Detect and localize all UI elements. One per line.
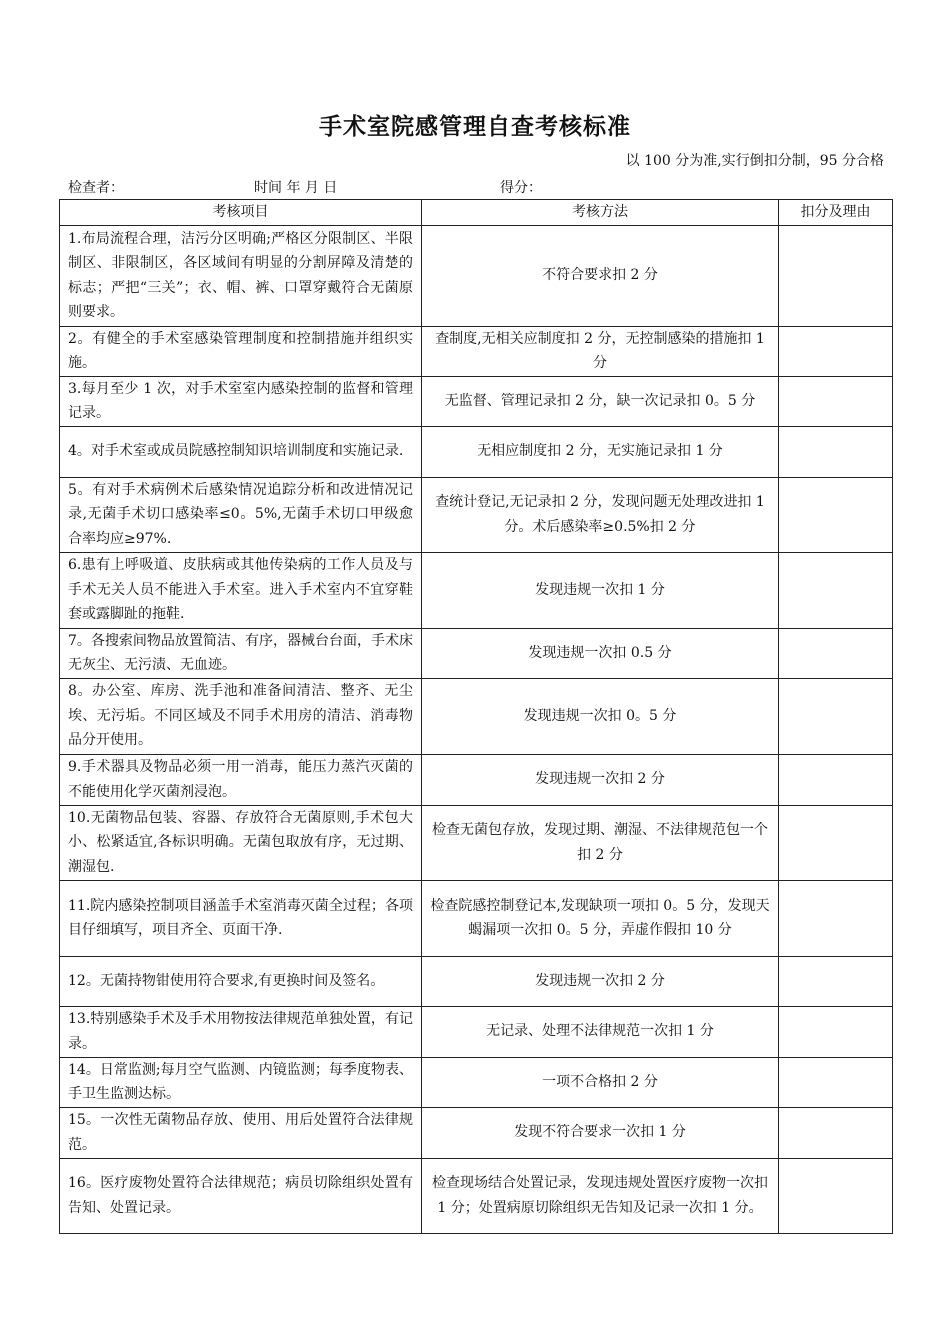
assessment-table	[59, 199, 893, 1234]
item-cell: 11.院内感染控制项目涵盖手术室消毒灭菌全过程；各项目仔细填写，项目齐全、页面干净.	[60, 880, 422, 956]
item-cell: 2。有健全的手术室感染管理制度和控制措施并组织实施。	[60, 326, 422, 376]
score-label: 得分：	[500, 180, 542, 196]
method-cell: 查统计登记,无记录扣 2 分，发现问题无处理改进扣 1 分。术后感染率≥0.5%扣 2 分	[422, 477, 779, 552]
table-row	[60, 628, 893, 678]
method-cell: 发现不符合要求一次扣 1 分	[422, 1107, 779, 1158]
method-cell: 一项不合格扣 2 分	[422, 1057, 779, 1107]
deduction-cell[interactable]	[779, 1006, 893, 1057]
method-cell: 发现违规一次扣 0.5 分	[422, 628, 779, 678]
table-row	[60, 805, 893, 880]
item-cell: 4。对手术室或成员院感控制知识培训制度和实施记录.	[60, 426, 422, 477]
item-cell: 5。有对手术病例术后感染情况追踪分析和改进情况记录,无菌手术切口感染率≤0。5%,无菌手术切口甲级愈合率均应≥97%.	[60, 477, 422, 552]
method-cell: 发现违规一次扣 1 分	[422, 552, 779, 628]
item-cell: 14。日常监测;每月空气监测、内镜监测；每季度物表、手卫生监测达标。	[60, 1057, 422, 1107]
table-header-row	[60, 200, 893, 226]
table-row	[60, 552, 893, 628]
item-cell: 8。办公室、库房、洗手池和准备间清洁、整齐、无尘埃、无污垢。不同区域及不同手术用房的清洁、消毒物品分开使用。	[60, 678, 422, 754]
table-row	[60, 678, 893, 754]
table-row	[60, 426, 893, 477]
item-cell: 16。医疗废物处置符合法律规范；病员切除组织处置有告知、处置记录。	[60, 1158, 422, 1233]
scoring-note: 以 100 分为准,实行倒扣分制，95 分合格	[625, 153, 884, 169]
inspector-label: 检查者：	[68, 180, 124, 196]
method-cell: 无相应制度扣 2 分，无实施记录扣 1 分	[422, 426, 779, 477]
deduction-cell[interactable]	[779, 426, 893, 477]
deduction-cell[interactable]	[779, 477, 893, 552]
deduction-cell[interactable]	[779, 1107, 893, 1158]
deduction-cell[interactable]	[779, 326, 893, 376]
header-deduction: 扣分及理由	[779, 200, 893, 226]
table-row	[60, 225, 893, 326]
item-cell: 1.布局流程合理，洁污分区明确;严格区分限制区、半限制区、非限制区，各区域间有明显的分割屏障及清楚的标志；严把“三关”；衣、帽、裤、口罩穿戴符合无菌原则要求。	[60, 225, 422, 326]
header-method: 考核方法	[422, 200, 779, 226]
deduction-cell[interactable]	[779, 754, 893, 805]
header-item: 考核项目	[60, 200, 422, 226]
method-cell: 发现违规一次扣 2 分	[422, 956, 779, 1006]
item-cell: 3.每月至少 1 次，对手术室室内感染控制的监督和管理记录。	[60, 376, 422, 426]
item-cell: 9.手术器具及物品必须一用一消毒，能压力蒸汽灭菌的不能使用化学灭菌剂浸泡。	[60, 754, 422, 805]
inspection-meta	[68, 177, 888, 197]
deduction-cell[interactable]	[779, 805, 893, 880]
table-row	[60, 880, 893, 956]
method-cell: 发现违规一次扣 2 分	[422, 754, 779, 805]
deduction-cell[interactable]	[779, 225, 893, 326]
table-row	[60, 376, 893, 426]
method-cell: 不符合要求扣 2 分	[422, 225, 779, 326]
item-cell: 13.特别感染手术及手术用物按法律规范单独处置，有记录。	[60, 1006, 422, 1057]
item-cell: 12。无菌持物钳使用符合要求,有更换时间及签名。	[60, 956, 422, 1006]
item-cell: 10.无菌物品包装、容器、存放符合无菌原则,手术包大小、松紧适宜,各标识明确。无菌包取放有序，无过期、潮湿包.	[60, 805, 422, 880]
item-cell: 15。一次性无菌物品存放、使用、用后处置符合法律规范。	[60, 1107, 422, 1158]
time-label: 时间 年 月 日	[254, 180, 338, 196]
table-row	[60, 1006, 893, 1057]
item-cell: 7。各搜索间物品放置简洁、有序，器械台台面，手术床无灰尘、无污渍、无血迹。	[60, 628, 422, 678]
deduction-cell[interactable]	[779, 376, 893, 426]
table-row	[60, 1158, 893, 1233]
method-cell: 检查现场结合处置记录，发现违规处置医疗废物一次扣 1 分；处置病原切除组织无告知及记录一次扣 1 分。	[422, 1158, 779, 1233]
table-row	[60, 1107, 893, 1158]
deduction-cell[interactable]	[779, 552, 893, 628]
deduction-cell[interactable]	[779, 678, 893, 754]
method-cell: 无监督、管理记录扣 2 分，缺一次记录扣 0。5 分	[422, 376, 779, 426]
deduction-cell[interactable]	[779, 880, 893, 956]
method-cell: 查制度,无相关应制度扣 2 分，无控制感染的措施扣 1 分	[422, 326, 779, 376]
table-row	[60, 754, 893, 805]
table-row	[60, 1057, 893, 1107]
table-row	[60, 477, 893, 552]
deduction-cell[interactable]	[779, 1158, 893, 1233]
document-title: 手术室院感管理自查考核标准	[319, 114, 631, 140]
method-cell: 检查院感控制登记本,发现缺项一项扣 0。5 分，发现天蝎漏项一次扣 0。5 分，弄虚作假扣 10 分	[422, 880, 779, 956]
deduction-cell[interactable]	[779, 1057, 893, 1107]
deduction-cell[interactable]	[779, 628, 893, 678]
method-cell: 无记录、处理不法律规范一次扣 1 分	[422, 1006, 779, 1057]
deduction-cell[interactable]	[779, 956, 893, 1006]
method-cell: 发现违规一次扣 0。5 分	[422, 678, 779, 754]
table-row	[60, 326, 893, 376]
item-cell: 6.患有上呼吸道、皮肤病或其他传染病的工作人员及与手术无关人员不能进入手术室。进入手术室内不宜穿鞋套或露脚趾的拖鞋.	[60, 552, 422, 628]
method-cell: 检查无菌包存放，发现过期、潮湿、不法律规范包一个扣 2 分	[422, 805, 779, 880]
table-row	[60, 956, 893, 1006]
